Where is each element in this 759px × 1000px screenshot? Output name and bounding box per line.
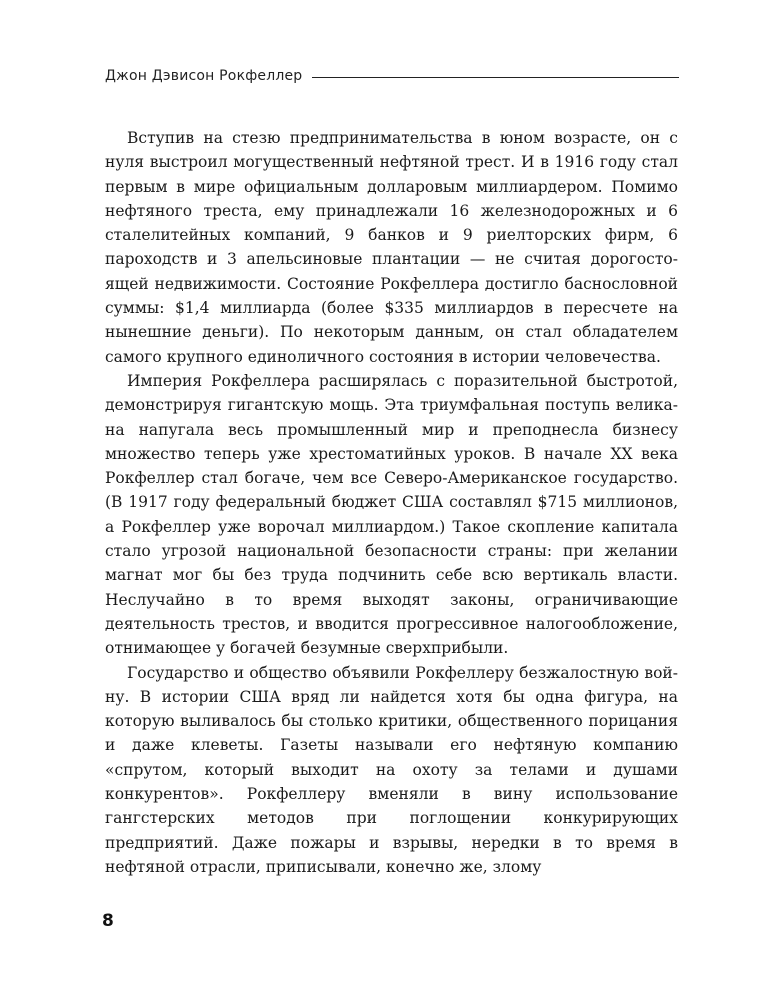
header-rule: [312, 77, 679, 78]
paragraph-1: Вступив на стезю предпринимательства в юном возрасте, он с нуля выстроил могущественный нефтяной трест. И в 1916 году стал первым в мире официальным долларовым миллиардером. Помимо нефтяного треста, ему принадлежали 16 железнодорожных и 6 сталелитейных компаний, 9 банков и 9 риелторских фирм, 6 пароходств и 3 апельсиновые плантации — не считая дорогостоящей недвижимости. Состояние Рокфеллера достигло баснословной суммы: $1,4 миллиарда (более $335 миллиардов в пересчете на нынешние деньги). По некоторым данным, он стал обладателем самого крупного единоличного состояния в истории человечества.: [105, 129, 678, 366]
running-title: Джон Дэвисон Рокфеллер: [105, 68, 303, 84]
body-text: [105, 126, 678, 879]
running-header: [105, 64, 679, 88]
paragraph-3: Государство и общество объявили Рокфеллеру безжалостную войну. В истории США вряд ли найдется хотя бы одна фигура, на которую выливалось бы столько критики, общественного порицания и даже клеветы. Газеты называли его нефтяную компанию «спрутом, который выходит на охоту за телами и душами конкурентов». Рокфеллеру вменяли в вину использование гангстерских методов при поглощении конкурирующих предприятий. Даже пожары и взрывы, нередки в то время в нефтяной отрасли, приписывали, конечно же, злому: [105, 663, 678, 876]
paragraph-2: Империя Рокфеллера расширялась с поразительной быстротой, демонстрируя гигантскую мощь. Эта триумфальная поступь великана напугала весь промышленный мир и преподнесла бизнесу множество теперь уже хрестоматийных уроков. В начале XX века Рокфеллер стал богаче, чем все Северо-Американское государство. (В 1917 году федеральный бюджет США составлял $715 миллионов, а Рокфеллер уже ворочал миллиардом.) Такое скопление капитала стало угрозой национальной безопасности страны: при желании магнат мог бы без труда подчинить себе всю вертикаль власти. Неслучайно в то время выходят законы, ограничивающие деятельность трестов, и вводится прогрессивное налогообложение, отнимающее у богачей безумные сверхприбыли.: [105, 371, 678, 658]
page-number: 8: [102, 911, 114, 931]
